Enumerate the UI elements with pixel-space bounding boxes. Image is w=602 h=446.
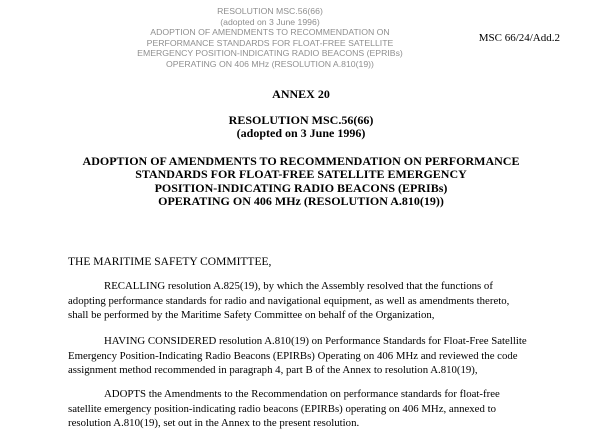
resolution-adopted-date: (adopted on 3 June 1996)	[236, 126, 366, 140]
running-header-line: ADOPTION OF AMENDMENTS TO RECOMMENDATION ON	[150, 27, 390, 38]
running-header	[120, 6, 420, 70]
running-header-line: (adopted on 3 June 1996)	[220, 16, 320, 27]
document-reference: MSC 66/24/Add.2	[478, 32, 560, 44]
recalling-paragraph	[68, 279, 560, 323]
resolution-heading	[0, 114, 602, 140]
title-line: POSITION-INDICATING RADIO BEACONS (EPRIBs)	[154, 180, 448, 195]
committee-line: THE MARITIME SAFETY COMMITTEE,	[68, 256, 272, 268]
title-line: ADOPTION OF AMENDMENTS TO RECOMMENDATION ON PERFORMANCE	[82, 154, 520, 168]
paragraph-line: adopting performance standards for radio and navigational equipment, as well as amendments thereto,	[68, 294, 510, 307]
title-line: OPERATING ON 406 MHz (RESOLUTION A.810(19))	[158, 193, 444, 208]
paragraph-line: resolution A.810(19), set out in the Annex to the present resolution.	[68, 417, 360, 430]
having-considered-paragraph	[68, 334, 560, 378]
paragraph-line: HAVING CONSIDERED resolution A.810(19) on Performance Standards for Float-Free Satellite	[104, 335, 527, 347]
running-header-line: OPERATING ON 406 MHz (RESOLUTION A.810(19))	[166, 58, 374, 69]
paragraph-line: ADOPTS the Amendments to the Recommendation on performance standards for float-free	[104, 388, 500, 400]
title-line: STANDARDS FOR FLOAT-FREE SATELLITE EMERGENCY	[135, 167, 467, 182]
paragraph-line: RECALLING resolution A.825(19), by which the Assembly resolved that the functions of	[104, 280, 493, 292]
annex-label: ANNEX 20	[272, 87, 330, 101]
resolution-number: RESOLUTION MSC.56(66)	[228, 113, 374, 127]
paragraph-line: Emergency Position-Indicating Radio Beacons (EPIRBs) Operating on 406 MHz and reviewed the code	[68, 349, 518, 362]
running-header-line: EMERGENCY POSITION-INDICATING RADIO BEACONS (EPRIBs)	[137, 48, 403, 59]
paragraph-line: shall be performed by the Maritime Safety Committee on behalf of the Organization,	[68, 309, 435, 322]
paragraph-line: assignment method recommended in paragraph 4, part B of the Annex to resolution A.810(19),	[68, 364, 478, 377]
running-header-line: RESOLUTION MSC.56(66)	[217, 6, 323, 16]
running-header-line: PERFORMANCE STANDARDS FOR FLOAT-FREE SATELLITE	[146, 37, 394, 48]
document-title	[0, 155, 602, 208]
adopts-paragraph	[68, 387, 560, 431]
paragraph-line: satellite emergency position-indicating radio beacons (EPIRBs) operating on 406 MHz, annexed to	[68, 402, 496, 415]
